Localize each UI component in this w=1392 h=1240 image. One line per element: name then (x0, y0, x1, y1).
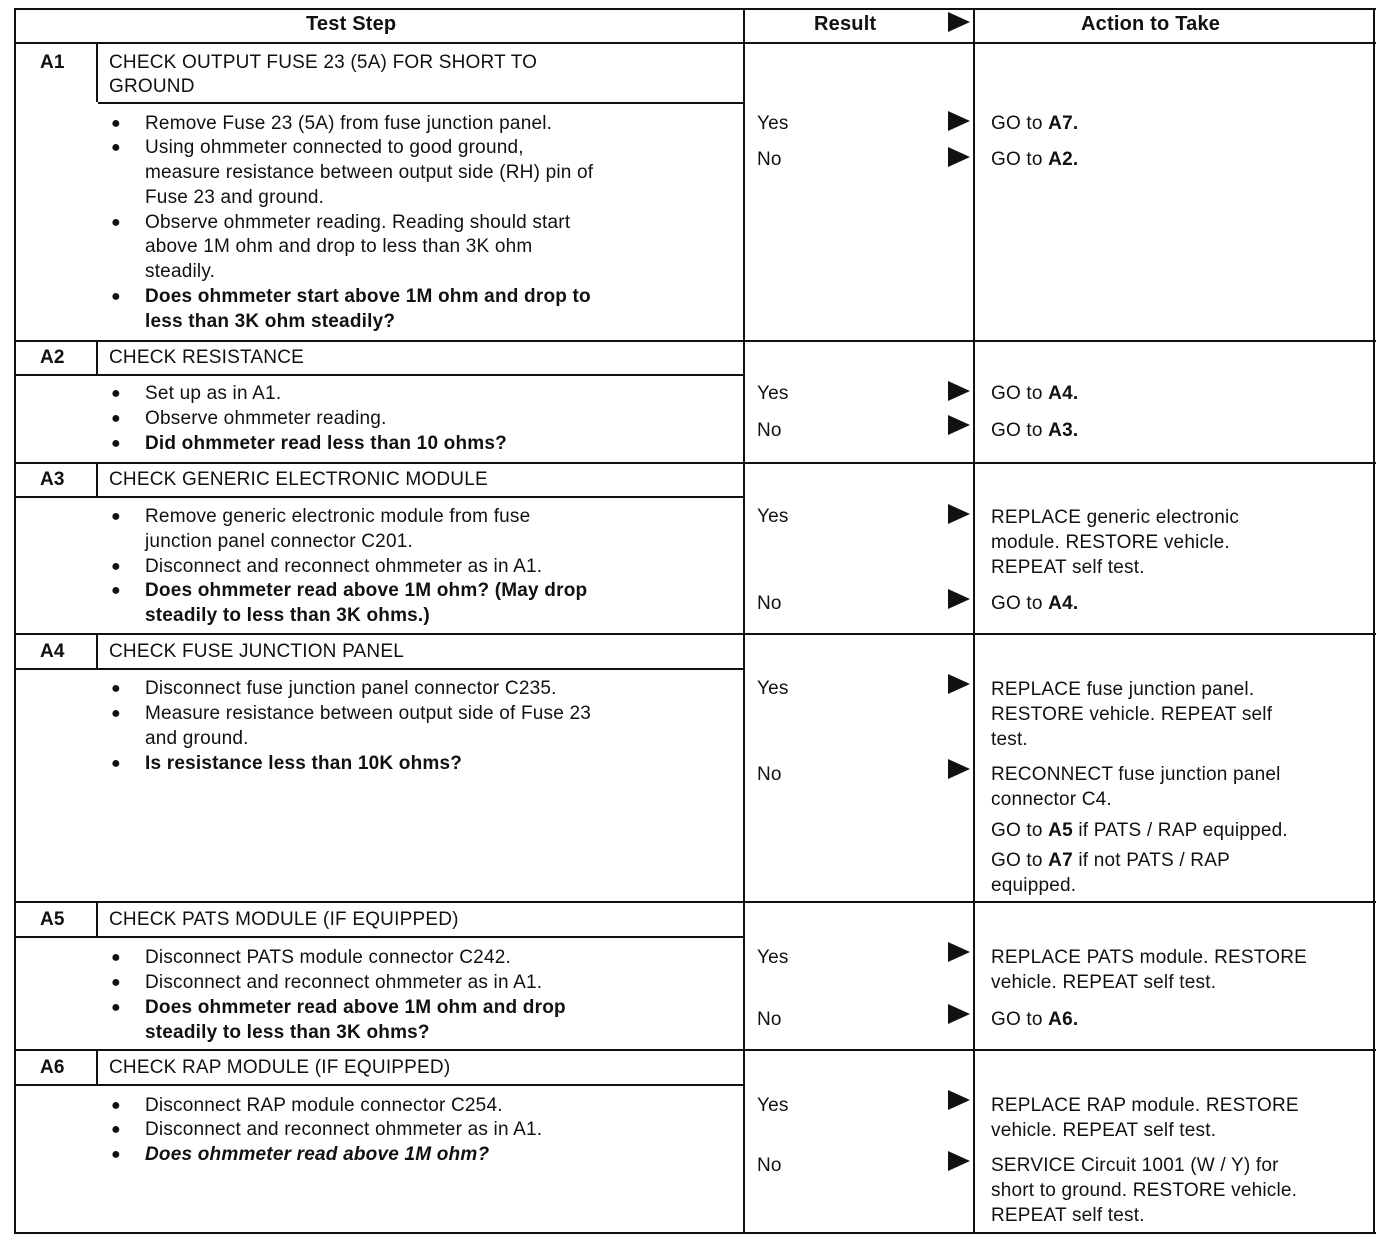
bullet-icon: ● (111, 974, 121, 991)
step-question: Does ohmmeter read above 1M ohm? (145, 1144, 490, 1165)
step-bottom-border (14, 633, 1376, 635)
action-no: GO to A4. (991, 593, 1079, 614)
step-instruction: junction panel connector C201. (145, 531, 413, 552)
step-id-divider (96, 464, 98, 497)
action-no: equipped. (991, 875, 1077, 896)
bullet-icon: ● (111, 435, 121, 452)
action-yes: REPLACE PATS module. RESTORE (991, 947, 1308, 968)
bullet-icon: ● (111, 385, 121, 402)
result-yes: Yes (757, 113, 789, 134)
action-no: GO to A7 if not PATS / RAP (991, 850, 1230, 871)
step-instruction: Disconnect fuse junction panel connector C235. (145, 678, 557, 699)
action-no: SERVICE Circuit 1001 (W / Y) for (991, 1155, 1279, 1176)
result-arrow-icon (948, 674, 970, 694)
header-bottom-border (14, 42, 1376, 44)
header-action: Action to Take (1081, 13, 1221, 35)
result-no: No (757, 149, 782, 170)
step-question: steadily to less than 3K ohms.) (145, 605, 430, 626)
header-test-step: Test Step (306, 13, 397, 35)
bullet-icon: ● (111, 705, 121, 722)
step-title: CHECK RAP MODULE (IF EQUIPPED) (109, 1057, 451, 1078)
step-title: CHECK OUTPUT FUSE 23 (5A) FOR SHORT TO (109, 52, 538, 73)
step-title-underline (14, 936, 743, 938)
action-yes: GO to A4. (991, 383, 1079, 404)
result-arrow-icon (948, 415, 970, 435)
diagnostic-test-table (14, 8, 1376, 1234)
result-arrow-icon (948, 504, 970, 524)
result-arrow-icon (948, 759, 970, 779)
step-instruction: Observe ohmmeter reading. (145, 408, 387, 429)
step-id-divider (96, 635, 98, 669)
action-yes: REPEAT self test. (991, 557, 1145, 578)
step-title: CHECK GENERIC ELECTRONIC MODULE (109, 469, 488, 490)
result-arrow-icon (948, 1004, 970, 1024)
action-yes: REPLACE RAP module. RESTORE (991, 1095, 1299, 1116)
bullet-icon: ● (111, 508, 121, 525)
step-id: A2 (40, 347, 65, 368)
result-no: No (757, 764, 782, 785)
result-yes: Yes (757, 383, 789, 404)
result-arrow-icon (948, 1090, 970, 1110)
bullet-icon: ● (111, 582, 121, 599)
step-instruction: Set up as in A1. (145, 383, 282, 404)
bullet-icon: ● (111, 949, 121, 966)
step-instruction: Observe ohmmeter reading. Reading should start (145, 212, 571, 233)
result-no: No (757, 1155, 782, 1176)
step-instruction: and ground. (145, 728, 249, 749)
action-no: GO to A6. (991, 1009, 1079, 1030)
header-result-arrow-icon (948, 12, 970, 32)
result-arrow-icon (948, 589, 970, 609)
step-instruction: Disconnect PATS module connector C242. (145, 947, 511, 968)
step-instruction: Using ohmmeter connected to good ground, (145, 137, 524, 158)
step-title-underline (14, 668, 743, 670)
step-instruction: Fuse 23 and ground. (145, 187, 325, 208)
action-no: connector C4. (991, 789, 1112, 810)
bullet-icon: ● (111, 115, 121, 132)
action-no: RECONNECT fuse junction panel (991, 764, 1281, 785)
bullet-icon: ● (111, 558, 121, 575)
step-instruction: Measure resistance between output side of Fuse 23 (145, 703, 592, 724)
step-id: A4 (40, 641, 65, 662)
step-title: CHECK PATS MODULE (IF EQUIPPED) (109, 909, 459, 930)
step-title-underline (14, 374, 743, 376)
step-instruction: Disconnect and reconnect ohmmeter as in A1. (145, 1119, 543, 1140)
step-title-underline (98, 102, 743, 104)
step-question: Does ohmmeter read above 1M ohm and drop (145, 997, 566, 1018)
action-yes: vehicle. REPEAT self test. (991, 972, 1217, 993)
step-title: GROUND (109, 76, 195, 97)
bullet-icon: ● (111, 680, 121, 697)
step-id-divider (96, 42, 98, 102)
step-instruction: Remove Fuse 23 (5A) from fuse junction panel. (145, 113, 553, 134)
bullet-icon: ● (111, 139, 121, 156)
step-question: Did ohmmeter read less than 10 ohms? (145, 433, 507, 454)
result-yes: Yes (757, 506, 789, 527)
step-bottom-border (14, 1049, 1376, 1051)
step-title: CHECK FUSE JUNCTION PANEL (109, 641, 404, 662)
bullet-icon: ● (111, 1121, 121, 1138)
bullet-icon: ● (111, 410, 121, 427)
result-yes: Yes (757, 678, 789, 699)
step-id-divider (96, 903, 98, 937)
result-no: No (757, 1009, 782, 1030)
step-instruction: Remove generic electronic module from fuse (145, 506, 531, 527)
step-id: A6 (40, 1057, 65, 1078)
action-yes: REPLACE fuse junction panel. (991, 679, 1255, 700)
step-title-underline (14, 496, 743, 498)
header-result: Result (814, 13, 877, 35)
step-instruction: measure resistance between output side (RH) pin of (145, 162, 594, 183)
action-no: GO to A2. (991, 149, 1079, 170)
result-arrow-icon (948, 111, 970, 131)
action-no: short to ground. RESTORE vehicle. (991, 1180, 1298, 1201)
step-question: less than 3K ohm steadily? (145, 311, 396, 332)
step-instruction: above 1M ohm and drop to less than 3K ohm (145, 236, 533, 257)
step-instruction: Disconnect and reconnect ohmmeter as in A1. (145, 972, 543, 993)
step-question: Is resistance less than 10K ohms? (145, 753, 463, 774)
step-question: Does ohmmeter read above 1M ohm? (May drop (145, 580, 588, 601)
result-yes: Yes (757, 947, 789, 968)
result-arrow-icon (948, 942, 970, 962)
result-no: No (757, 420, 782, 441)
step-id: A3 (40, 469, 65, 490)
action-yes: GO to A7. (991, 113, 1079, 134)
action-no: GO to A3. (991, 420, 1079, 441)
action-yes: test. (991, 729, 1028, 750)
action-yes: RESTORE vehicle. REPEAT self (991, 704, 1273, 725)
table-top-border (14, 8, 1376, 10)
action-yes: module. RESTORE vehicle. (991, 532, 1230, 553)
step-question: Does ohmmeter start above 1M ohm and drop to (145, 286, 591, 307)
bullet-icon: ● (111, 999, 121, 1016)
bullet-icon: ● (111, 1146, 121, 1163)
step-instruction: steadily. (145, 261, 216, 282)
bullet-icon: ● (111, 288, 121, 305)
result-arrow-icon (948, 147, 970, 167)
result-arrow-icon (948, 381, 970, 401)
step-bottom-border (14, 462, 1376, 464)
step-instruction: Disconnect RAP module connector C254. (145, 1095, 503, 1116)
action-yes: REPLACE generic electronic (991, 507, 1240, 528)
bullet-icon: ● (111, 755, 121, 772)
bullet-icon: ● (111, 1097, 121, 1114)
action-no: GO to A5 if PATS / RAP equipped. (991, 820, 1288, 841)
step-bottom-border (14, 901, 1376, 903)
action-yes: vehicle. REPEAT self test. (991, 1120, 1217, 1141)
step-question: steadily to less than 3K ohms? (145, 1022, 430, 1043)
result-arrow-icon (948, 1151, 970, 1171)
step-instruction: Disconnect and reconnect ohmmeter as in A1. (145, 556, 543, 577)
result-yes: Yes (757, 1095, 789, 1116)
result-no: No (757, 593, 782, 614)
step-id-divider (96, 1051, 98, 1085)
bullet-icon: ● (111, 214, 121, 231)
step-title: CHECK RESISTANCE (109, 347, 304, 368)
step-id-divider (96, 342, 98, 375)
step-bottom-border (14, 340, 1376, 342)
table-bottom-border (14, 1232, 1376, 1234)
step-id: A5 (40, 909, 65, 930)
step-title-underline (14, 1084, 743, 1086)
action-no: REPEAT self test. (991, 1205, 1145, 1226)
step-id: A1 (40, 52, 65, 73)
